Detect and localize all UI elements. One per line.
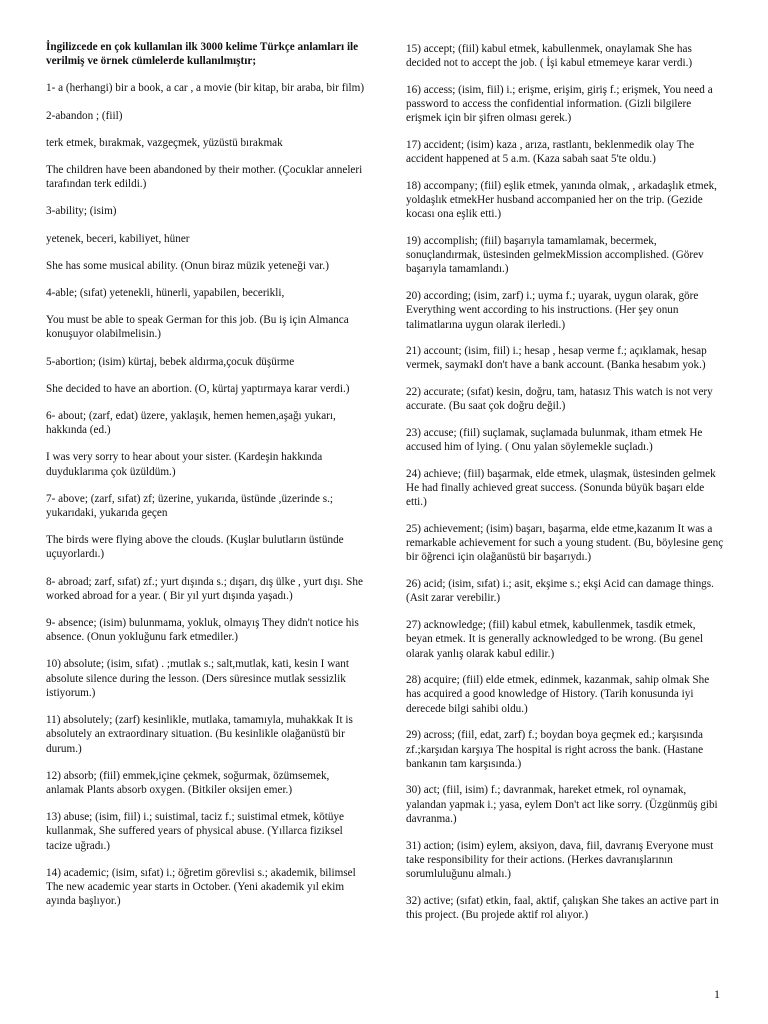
text-paragraph: 26) acid; (isim, sıfat) i.; asit, ekşime s.; ekşi Acid can damage things. (Asit zarar verebilir.) xyxy=(406,578,714,605)
text-paragraph: 19) accomplish; (fiil) başarıyla tamamlamak, becermek, sonuçlandırmak, üstesinden gelmekMission accomplished. (Görev başarıyla tamamlandı.) xyxy=(406,235,704,276)
text-paragraph: 8- abroad; zarf, sıfat) zf.; yurt dışında s.; dışarı, dış ülke , yurt dışı. She worked abroad for a year. ( Bir yıl yurt dışında yaşadı.) xyxy=(46,575,363,602)
text-paragraph: I was very sorry to hear about your sister. (Kardeşin hakkında duyduklarıma çok üzüldüm.) xyxy=(46,451,323,478)
text-paragraph: yetenek, beceri, kabiliyet, hüner xyxy=(46,232,190,245)
text-paragraph: 31) action; (isim) eylem, aksiyon, dava, fiil, davranış Everyone must take responsibility for their actions. (Herkes davranışlarının sorumluluğunu almalı.) xyxy=(406,839,714,880)
text-paragraph: 15) accept; (fiil) kabul etmek, kabullenmek, onaylamak She has decided not to accept the job. ( İşi kabul etmemeyе karar verdi.) xyxy=(406,43,693,70)
text-paragraph: 22) accurate; (sıfat) kesin, doğru, tam, hatasız This watch is not very accurate. (Bu saat çok doğru değil.) xyxy=(406,386,713,413)
text-paragraph: 30) act; (fiil, isim) f.; davranmak, hareket etmek, rol oynamak, yalandan yapmak i.; yasa, eylem Don't act like sorry. (Üzgünmüş gibi davranma.) xyxy=(406,784,718,825)
page-number: 1 xyxy=(714,987,720,1001)
text-paragraph: terk etmek, bırakmak, vazgeçmek, yüzüstü bırakmak xyxy=(46,136,283,149)
text-paragraph: 28) acquire; (fiil) elde etmek, edinmek, kazanmak, sahip olmak She has acquired a good knowledge of History. (Tarih konusunda iyi derecede bilgi sahibi oldu.) xyxy=(406,674,710,715)
text-paragraph: 21) account; (isim, fiil) i.; hesap , hesap verme f.; açıklamak, hesap vermek, saymakI don't have a bank account. (Banka hesabım yok.) xyxy=(406,345,707,372)
text-paragraph: The children have been abandoned by their mother. (Çocuklar anneleri tarafından terk edildi.) xyxy=(46,164,363,191)
text-paragraph: 6- about; (zarf, edat) üzere, yaklaşık, hemen hemen,aşağı yukarı, hakkında (ed.) xyxy=(46,410,336,437)
text-paragraph: 10) absolute; (isim, sıfat) . ;mutlak s.; salt,mutlak, kati, kesin I want absolute silence during the lesson. (Ders süresince mutlak sessizlik istiyorum.) xyxy=(46,658,349,699)
text-paragraph: She decided to have an abortion. (O, kürtaj yaptırmaya karar verdi.) xyxy=(46,382,350,395)
text-paragraph: 9- absence; (isim) bulunmama, yokluk, olmayış They didn't notice his absence. (Onun yokluğunu fark etmediler.) xyxy=(46,617,359,644)
text-paragraph: 3-ability; (isim) xyxy=(46,205,117,218)
text-paragraph: 27) acknowledge; (fiil) kabul etmek, kabullenmek, tasdik etmek, beyan etmek. It is generally acknowledged to be wrong. (Bu genel olarak yanlış olarak kabul edilir.) xyxy=(406,619,703,660)
text-paragraph: You must be able to speak German for this job. (Bu iş için Almanca konuşuyor olabilmelisin.) xyxy=(46,314,349,341)
text-paragraph: 11) absolutely; (zarf) kesinlikle, mutlaka, tamamıyla, muhakkak It is absolutely an extraordinary situation. (Bu kesinlikle olağanüstü bir durum.) xyxy=(46,714,353,755)
text-paragraph: 4-able; (sıfat) yetenekli, hünerli, yapabilen, becerikli, xyxy=(46,287,285,300)
left-column xyxy=(46,40,366,921)
text-paragraph: 24) achieve; (fiil) başarmak, elde etmek, ulaşmak, üstesinden gelmek He had finally achieved great success. (Sonunda büyük başarı elde etti.) xyxy=(406,467,716,509)
text-paragraph: 25) achievement; (isim) başarı, başarma, elde etme,kazanım It was a remarkable achievement for such a young student. (Bu, böylesine genç bir öğrenci için olağanüstü bir başarıydı.) xyxy=(406,523,724,564)
document-title: İngilizcede en çok kullanılan ilk 3000 kelime Türkçe anlamları ile verilmiş ve örnek cümlelerde kullanılmıştır; xyxy=(46,41,359,68)
text-paragraph: 1- a (herhangi) bir a book, a car , a movie (bir kitap, bir araba, bir film) xyxy=(46,82,365,95)
text-paragraph: 7- above; (zarf, sıfat) zf; üzerine, yukarıda, üstünde ,üzerinde s.; yukarıdaki, yukarıda geçen xyxy=(46,492,334,520)
text-paragraph: The birds were flying above the clouds. (Kuşlar bulutların üstünde uçuyorlardı.) xyxy=(46,534,344,561)
text-paragraph: 13) abuse; (isim, fiil) i.; suistimal, taciz f.; suistimal etmek, kötüye kullanmak, She suffered years of physical abuse. (Yıllarca fiziksel tacize uğradı.) xyxy=(46,811,344,852)
text-paragraph: 18) accompany; (fiil) eşlik etmek, yanında olmak, , arkadaşlık etmek, yoldaşlık etmekHer husband accompanied her on the trip. (Gezide kocası ona eşlik etti.) xyxy=(406,179,717,221)
text-paragraph: 5-abortion; (isim) kürtaj, bebek aldırma,çocuk düşürme xyxy=(46,355,295,368)
text-paragraph: 32) active; (sıfat) etkin, faal, aktif, çalışkan She takes an active part in this project. (Bu projede aktif rol alıyor.) xyxy=(406,894,719,921)
text-paragraph: 23) accuse; (fiil) suçlamak, suçlamada bulunmak, itham etmek He accused him of lying. ( Onu yalan söylemekle suçladı.) xyxy=(406,427,703,454)
text-paragraph: 17) accident; (isim) kaza , arıza, rastlantı, beklenmedik olay The accident happened at 5 a.m. (Kaza sabah saat 5'te oldu.) xyxy=(406,139,695,166)
text-paragraph: 12) absorb; (fiil) emmek,içine çekmek, soğurmak, özümsemek, anlamak Plants absorb oxygen. (Bitkiler oksijen emer.) xyxy=(46,769,330,796)
left-entries xyxy=(46,81,366,908)
text-paragraph: She has some musical ability. (Onun biraz müzik yeteneği var.) xyxy=(46,259,329,272)
right-column xyxy=(406,42,724,935)
right-entries xyxy=(406,42,724,922)
text-paragraph: 29) across; (fiil, edat, zarf) f.; boydan boya geçmek ed.; karşısında zf.;karşıdan karşıya The hospital is right across the bank. (Hastane bankanın tam karşısında.) xyxy=(406,729,704,770)
text-paragraph: 16) access; (isim, fiil) i.; erişme, erişim, giriş f.; erişmek, You need a password to access the confidential information. (Gizli bilgilere erişmek için bir şifren olması gerek.) xyxy=(406,83,713,125)
text-paragraph: 14) academic; (isim, sıfat) i.; öğretim görevlisi s.; akademik, bilimsel The new academic year starts in October. (Yeni akademik yıl ekim ayında başlıyor.) xyxy=(46,866,356,908)
text-paragraph: 2-abandon ; (fiil) xyxy=(46,109,123,122)
text-paragraph: 20) according; (isim, zarf) i.; uyma f.; uyarak, uygun olarak, göre Everything went according to his instructions. (Her şey onun talimatlarına uygun olarak ilerledi.) xyxy=(406,290,699,331)
